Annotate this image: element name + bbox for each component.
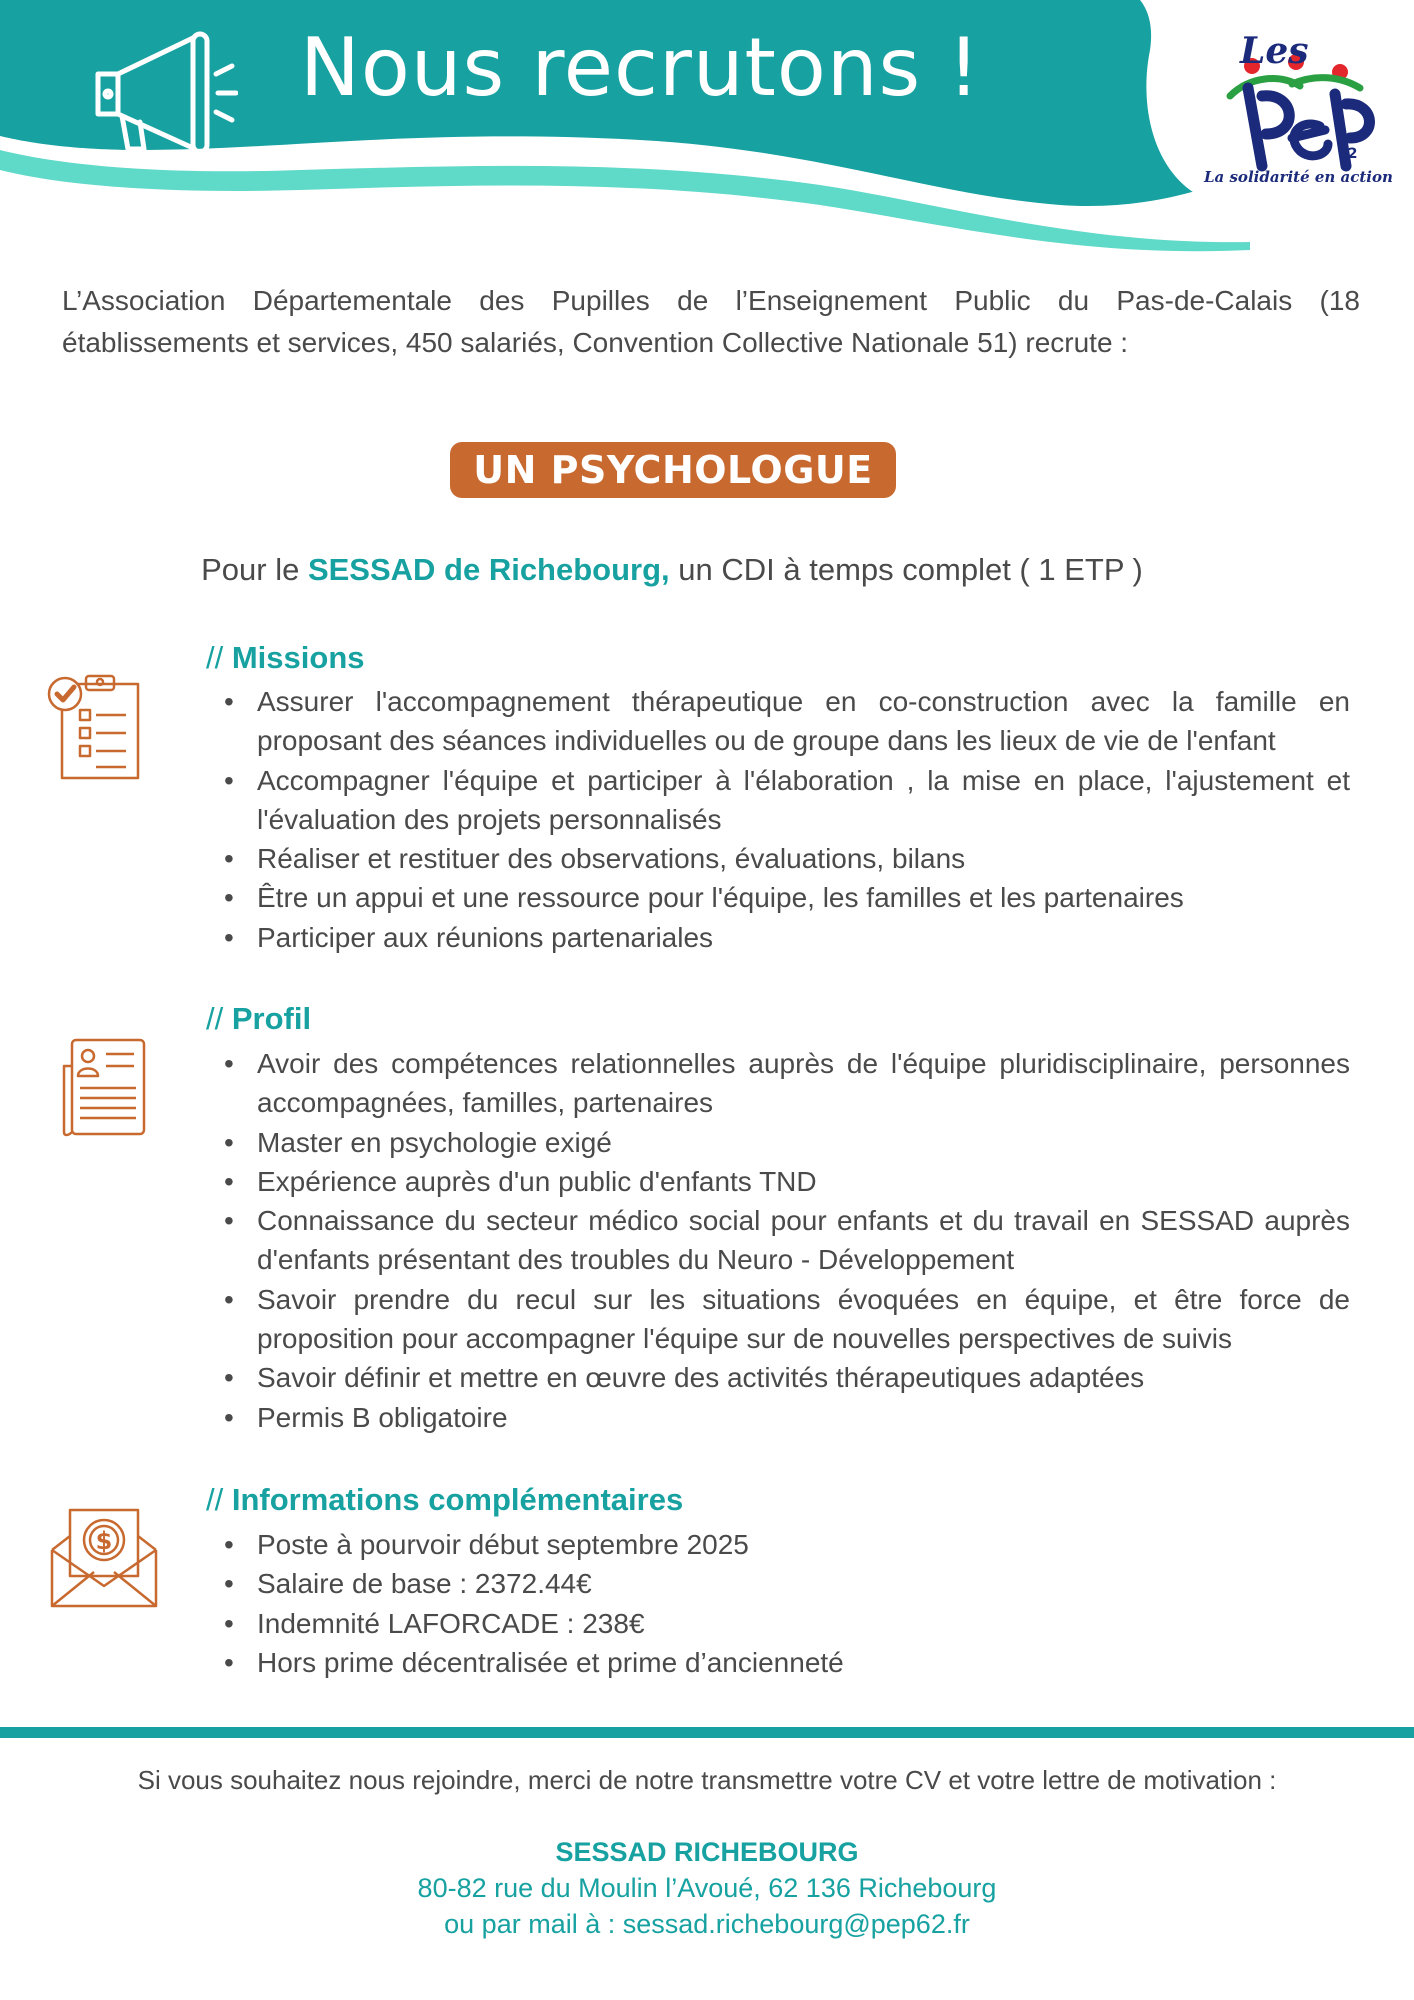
logo-number: 62 — [1338, 146, 1358, 162]
megaphone-icon — [88, 24, 238, 154]
list-item: • Savoir prendre du recul sur les situations évoquées en équipe, et être force de proposition pour accompagner l'équipe sur de nouvelles perspectives de suivis — [220, 1280, 1350, 1359]
profil-heading — [206, 1001, 311, 1037]
list-item: • Connaissance du secteur médico social pour enfants et du travail en SESSAD auprès d'enfants présentant des troubles du Neuro - Développement — [220, 1201, 1350, 1280]
profil-list — [220, 1044, 1350, 1437]
salary-envelope-icon — [48, 1506, 160, 1610]
list-item: • Être un appui et une ressource pour l'équipe, les familles et les partenaires — [220, 878, 1350, 917]
list-item: • Master en psychologie exigé — [220, 1123, 1350, 1162]
list-item: • Accompagner l'équipe et participer à l'élaboration , la mise en place, l'ajustement et l'évaluation des projets personnalisés — [220, 761, 1350, 840]
infos-title: Informations complémentaires — [231, 1482, 684, 1517]
service-name: SESSAD de Richebourg, — [307, 552, 670, 587]
profil-title: Profil — [231, 1001, 312, 1036]
infos-heading — [206, 1482, 683, 1518]
missions-title: Missions — [231, 640, 365, 675]
list-item: • Permis B obligatoire — [220, 1398, 1350, 1437]
list-item: • Participer aux réunions partenariales — [220, 918, 1350, 957]
footer-divider — [0, 1727, 1414, 1738]
logo-tagline: La solidarité en action — [1204, 168, 1393, 186]
footer-organization: SESSAD RICHEBOURG — [555, 1837, 859, 1867]
list-item: • Réaliser et restituer des observations, évaluations, bilans — [220, 839, 1350, 878]
checklist-icon — [44, 670, 144, 782]
missions-list — [220, 682, 1350, 957]
missions-heading — [206, 640, 365, 676]
infos-list — [220, 1525, 1350, 1682]
page-title: Nous recrutons ! — [300, 21, 981, 114]
job-title-badge: UN PSYCHOLOGUE H/F — [450, 442, 896, 498]
svg-text:$: $ — [95, 1527, 113, 1555]
profil-slashes: // — [206, 1001, 224, 1036]
contract-prefix: Pour le — [201, 552, 308, 587]
list-item: • Hors prime décentralisée et prime d’ancienneté — [220, 1643, 1350, 1682]
list-item: • Poste à pourvoir début septembre 2025 — [220, 1525, 1350, 1564]
list-item: • Salaire de base : 2372.44€ — [220, 1564, 1350, 1603]
list-item: • Assurer l'accompagnement thérapeutique en co-construction avec la famille en proposant des séances individuelles ou de groupe dans les lieux de vie de l'enfant — [220, 682, 1350, 761]
contract-suffix: un CDI à temps complet ( 1 ETP ) — [669, 552, 1143, 587]
list-item: • Savoir définir et mettre en œuvre des activités thérapeutiques adaptées — [220, 1358, 1350, 1397]
footer-call-to-action: Si vous souhaitez nous rejoindre, merci de notre transmettre votre CV et votre lettre de motivation : — [137, 1765, 1277, 1795]
intro-paragraph: L’Association Départementale des Pupilles de l’Enseignement Public du Pas-de-Calais (18 établissements et services, 450 salariés, Convention Collective Nationale 51) recrute : — [62, 285, 1360, 358]
list-item: • Expérience auprès d'un public d'enfants TND — [220, 1162, 1350, 1201]
contract-line — [0, 552, 1344, 588]
list-item: • Indemnité LAFORCADE : 238€ — [220, 1604, 1350, 1643]
infos-slashes: // — [206, 1482, 224, 1517]
footer-email[interactable]: ou par mail à : sessad.richebourg@pep62.fr — [444, 1909, 970, 1939]
missions-slashes: // — [206, 640, 224, 675]
footer-address: 80-82 rue du Moulin l’Avoué, 62 136 Richebourg — [417, 1873, 997, 1903]
resume-icon — [58, 1036, 150, 1138]
list-item: • Avoir des compétences relationnelles auprès de l'équipe pluridisciplinaire, personnes accompagnées, familles, partenaires — [220, 1044, 1350, 1123]
logo-text-les: Les — [1240, 30, 1309, 72]
